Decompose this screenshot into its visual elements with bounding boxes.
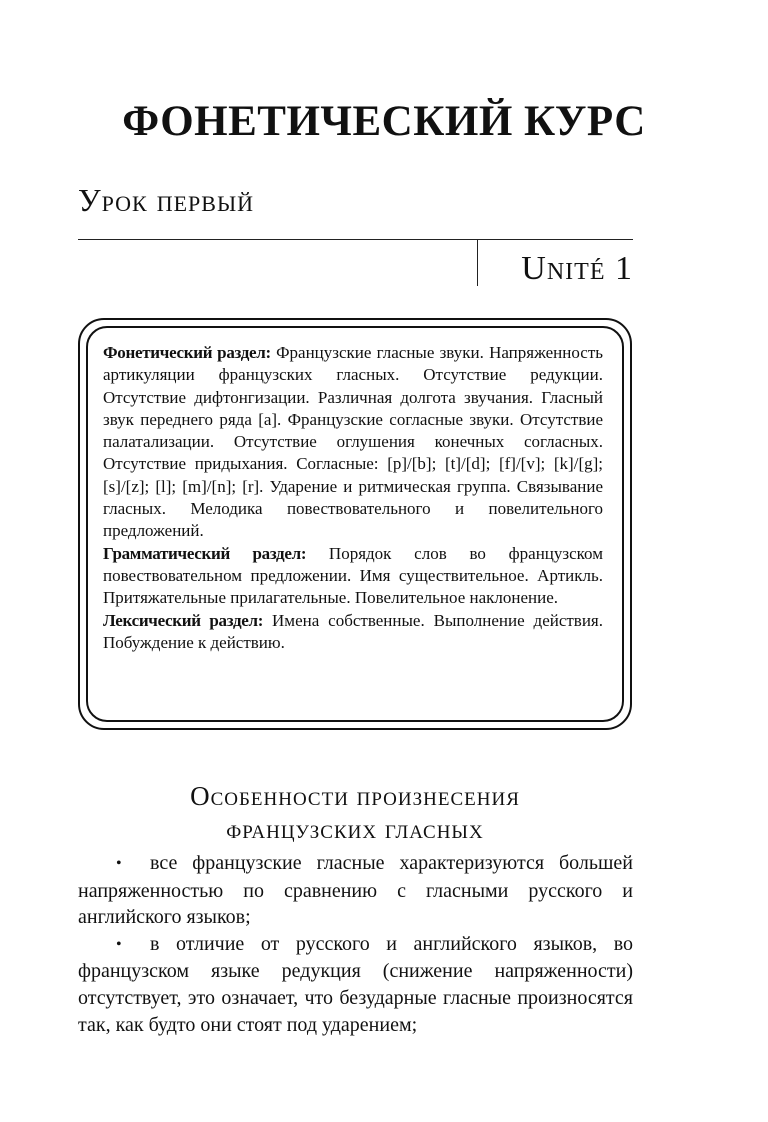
list-item-text: в отличие от русского и английского языков, во французском языке редукция (снижение напряженности) отсутствует, это означает, что безударные гласные произносятся так, как будто они стоят под ударением;: [78, 932, 633, 1036]
bullet-list: [78, 850, 633, 1038]
lexical-section-label: Лексический раздел:: [103, 610, 264, 630]
lesson-title: Урок первый: [78, 182, 255, 218]
phonetic-section-text: Французские гласные звуки. Напряженность артикуляции французских гласных. Отсутствие редукции. Отсутствие дифтонгизации. Различная долгота звучания. Гласный звук переднего ряда [a]. Французские согласные звуки. Отсутствие палатализации. Отсутствие оглушения конечных согласных. Отсутствие придыхания. Согласные: [p]/[b]; [t]/[d]; [f]/[v]; [k]/[g]; [s]/[z]; [l]; [m]/[n]; [r]. Ударение и ритмическая группа. Связывание гласных. Мелодика повествовательного и повелительного предложений.: [103, 343, 603, 541]
list-item: [78, 850, 633, 931]
bullet-icon: •: [116, 855, 122, 872]
section-title: [0, 780, 710, 846]
section-title-line-1: Особенности произнесения: [190, 781, 520, 811]
header-divider: [78, 239, 633, 240]
page-title: ФОНЕТИЧЕСКИЙ КУРС: [122, 98, 646, 145]
summary-box: [103, 342, 603, 654]
section-title-line-2: французских гласных: [226, 814, 484, 844]
grammar-section-label: Грамматический раздел:: [103, 543, 307, 563]
phonetic-section: [103, 342, 603, 543]
lexical-section-text: Имена собственные. Выполнение действия. Побуждение к действию.: [103, 610, 604, 652]
bullet-icon: •: [116, 935, 122, 953]
list-item-text: все французские гласные характеризуются большей напряженностью по сравнению с гласными русского и английского языков;: [78, 852, 633, 929]
unit-label: Unité 1: [521, 250, 633, 287]
list-item: [78, 931, 633, 1038]
grammar-section: [103, 543, 603, 610]
grammar-section-text: Порядок слов во французском повествовательном предложении. Имя существительное. Артикль. Притяжательные прилагательные. Повелительное наклонение.: [103, 543, 603, 608]
phonetic-section-label: Фонетический раздел:: [103, 343, 271, 362]
lexical-section: [103, 610, 603, 655]
